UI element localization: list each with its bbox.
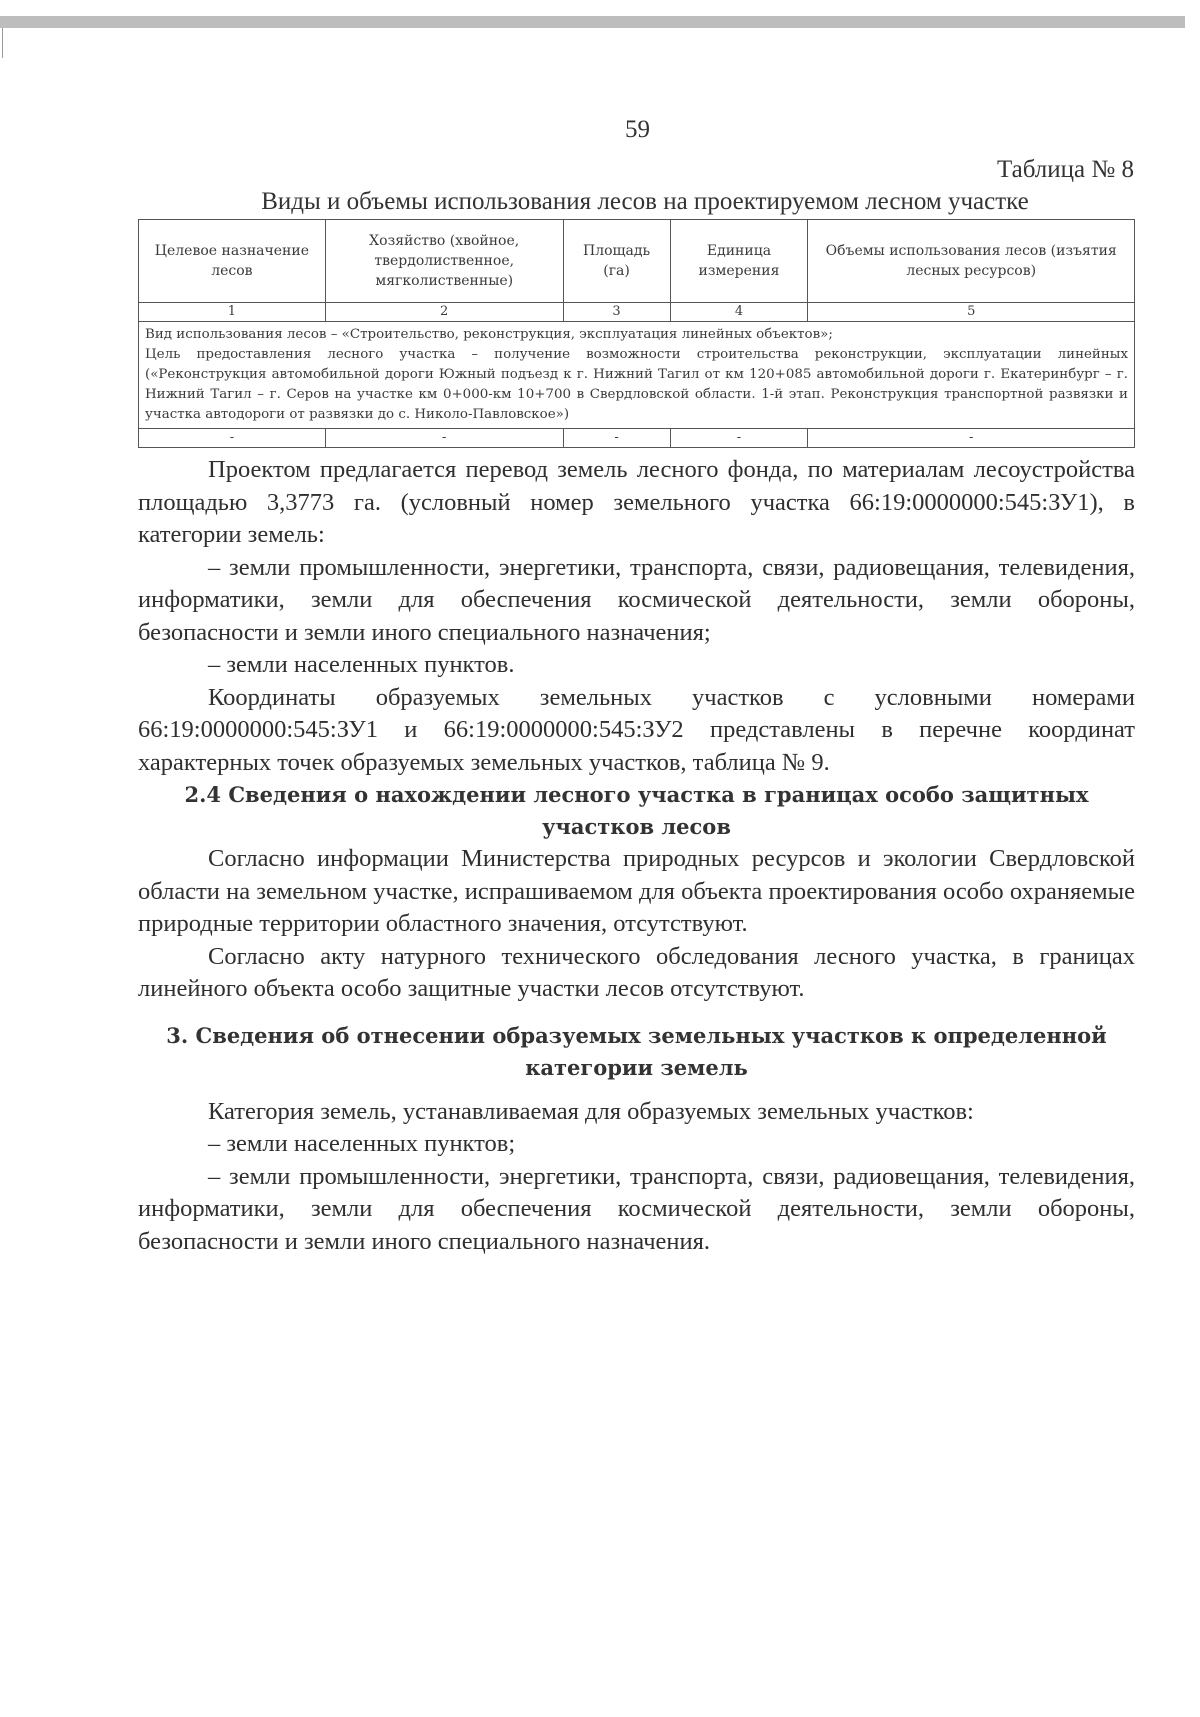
table-header-cell: Объемы использования лесов (изъятия лесных ресурсов) xyxy=(808,220,1135,303)
table-column-numbers-row xyxy=(139,303,1135,322)
paragraph-land-category: Категория земель, устанавливаемая для образуемых земельных участков: xyxy=(208,1097,974,1125)
table-cell: - xyxy=(670,429,808,448)
table-cell: - xyxy=(325,429,563,448)
scan-left-edge xyxy=(2,28,3,58)
usage-type-text: Вид использования лесов – «Строительство, реконструкция, эксплуатация линейных объектов»; xyxy=(145,327,833,342)
column-number: 3 xyxy=(563,303,670,322)
list-item: – земли населенных пунктов. xyxy=(208,651,515,678)
page-number: 59 xyxy=(625,116,650,143)
section-heading-2-4: 2.4 Сведения о нахождении лесного участка в границах особо защитных участков лесов xyxy=(184,782,1089,839)
table-row xyxy=(139,429,1135,448)
table-header-row xyxy=(139,220,1135,303)
paragraph-coordinates: Координаты образуемых земельных участков с условными номерами 66:19:0000000:545:ЗУ1 и 66:19:0000000:545:ЗУ2 представлены в перечне координат характерных точек образуемых земельных участков, таблица № 9. xyxy=(138,683,1135,776)
list-item: – земли промышленности, энергетики, транспорта, связи, радиовещания, телевидения, информатики, земли для обеспечения космической деятельности, земли обороны, безопасности и земли иного специального назначения. xyxy=(138,1162,1135,1255)
section-heading-3: 3. Сведения об отнесении образуемых земельных участков к определенной категории земель xyxy=(166,1022,1107,1080)
table-title: Виды и объемы использования лесов на проектируемом лесном участке xyxy=(261,188,1029,215)
table-cell: - xyxy=(563,429,670,448)
table-header-cell: Целевое назначение лесов xyxy=(139,220,326,303)
column-number: 2 xyxy=(325,303,563,322)
list-item: – земли населенных пунктов; xyxy=(208,1130,516,1157)
table-label: Таблица № 8 xyxy=(996,156,1134,183)
table-header-cell: Площадь (га) xyxy=(563,220,670,303)
paragraph-land-transfer: Проектом предлагается перевод земель лесного фонда, по материалам лесоустройства площадью 3,3773 га. (условный номер земельного участка 66:19:0000000:545:ЗУ1), в категории земель: xyxy=(138,456,1135,548)
purpose-text: Цель предоставления лесного участка – получение возможности строительства реконструкции, эксплуатации линейных («Реконструкция автомобильной дороги Южный подъезд к г. Нижний Тагил от км 120+085 автомобильной дороги г. Екатеринбург – г. Нижний Тагил – г. Серов на участке км 0+000-км 10+700 в Свердловской области. 1-й этап. Реконструкция транспортной развязки и участка автодороги от развязки до с. Николо-Павловское») xyxy=(145,347,1128,422)
scan-top-border xyxy=(0,16,1185,28)
column-number: 5 xyxy=(808,303,1135,322)
column-number: 1 xyxy=(139,303,326,322)
table-header-cell: Единица измерения xyxy=(670,220,808,303)
table-cell: - xyxy=(139,429,326,448)
paragraph-inspection-act: Согласно акту натурного технического обследования лесного участка, в границах линейного объекта особо защитные участки лесов отсутствуют. xyxy=(138,942,1135,1002)
table-cell: - xyxy=(808,429,1135,448)
paragraph-ministry-info: Согласно информации Министерства природных ресурсов и экологии Свердловской области на земельном участке, испрашиваемом для объекта проектирования особо охраняемые природные территории областного значения, отсутствуют. xyxy=(138,845,1135,937)
column-number: 4 xyxy=(670,303,808,322)
purpose-cell xyxy=(139,322,1135,429)
table-header-cell: Хозяйство (хвойное, твердолиственное, мягколиственные) xyxy=(325,220,563,303)
document-body xyxy=(138,454,1135,1258)
table-purpose-row xyxy=(139,322,1135,429)
forest-usage-table xyxy=(138,219,1135,448)
list-item: – земли промышленности, энергетики, транспорта, связи, радиовещания, телевидения, информатики, земли для обеспечения космической деятельности, земли обороны, безопасности и земли иного специального назначения; xyxy=(138,553,1135,646)
